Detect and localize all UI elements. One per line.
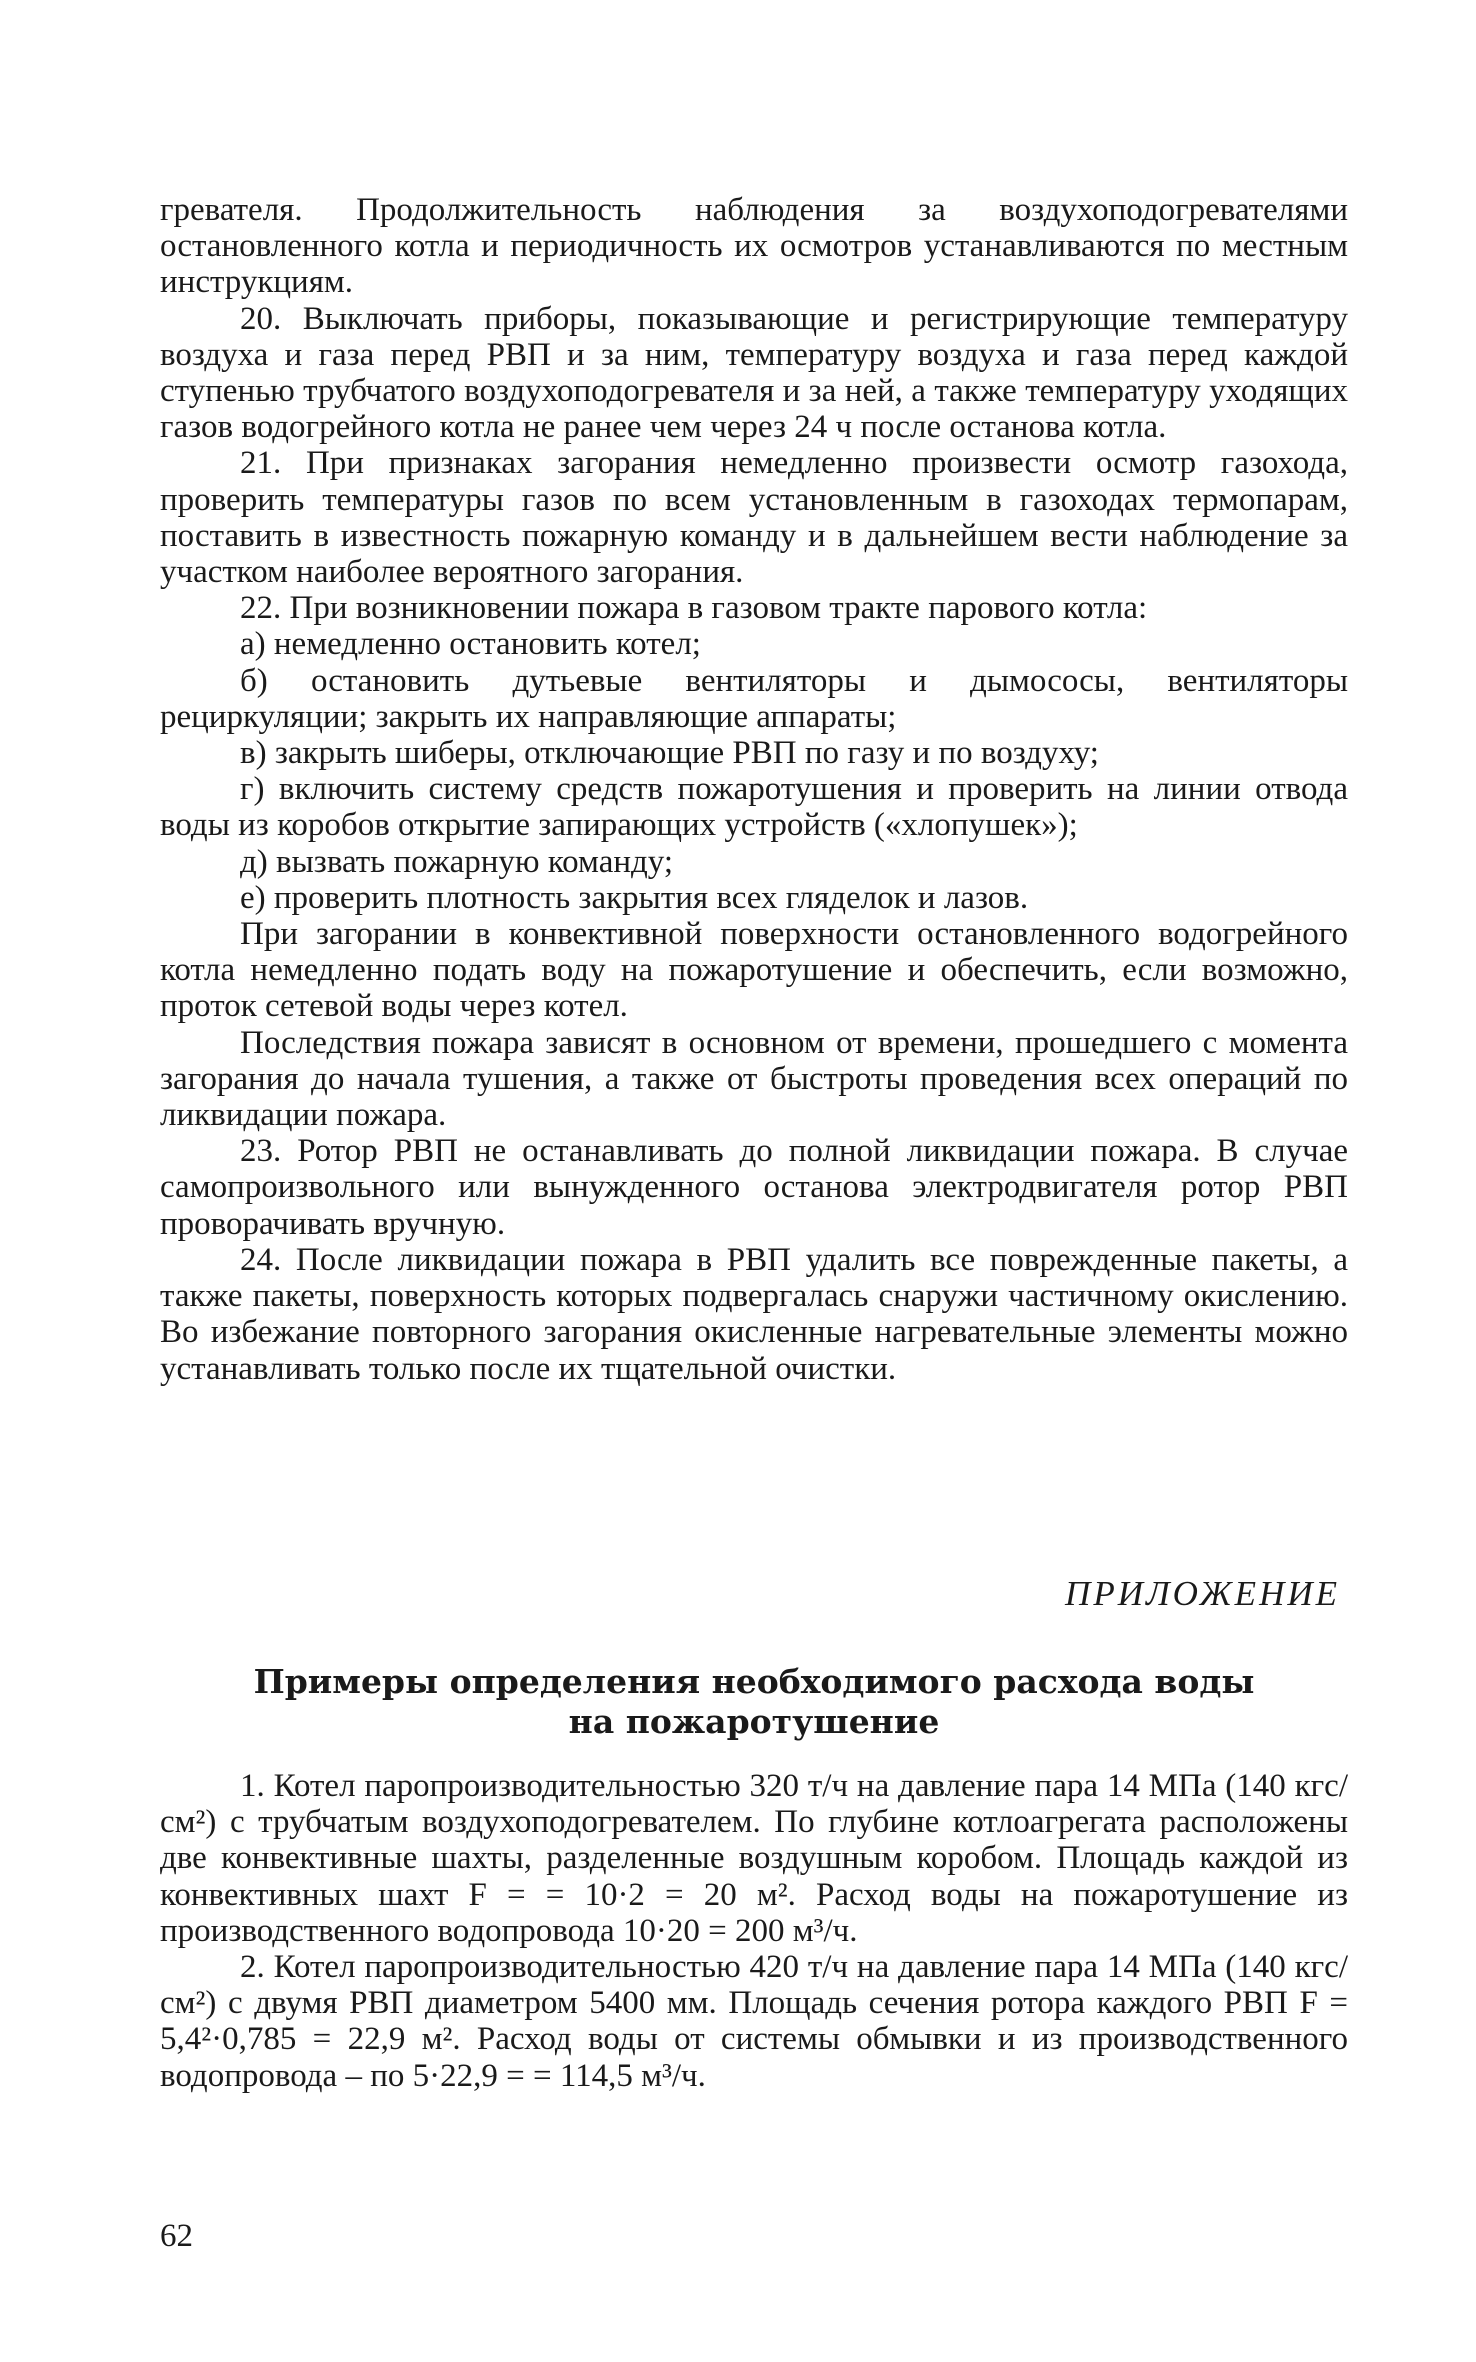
appendix-title-line1: Примеры определения необходимого расхода воды xyxy=(253,1662,1255,1701)
page-number: 62 xyxy=(160,2218,193,2254)
paragraph-item-23: 23. Ротор РВП не останавливать до полной ликвидации пожара. В случае самопроизвольного или вынужденного останова электродвигателя ротор РВП проворачивать вручную. xyxy=(160,1133,1348,1242)
appendix-label: ПРИЛОЖЕНИЕ xyxy=(1065,1574,1340,1613)
subitem-d: д) вызвать пожарную команду; xyxy=(240,843,674,880)
paragraph-item-24: 24. После ликвидации пожара в РВП удалить все поврежденные пакеты, а также пакеты, поверхность которых подвергалась снаружи частичному окислению. Во избежание повторного загорания окисленные нагревательные элементы можно устанавливать только после их тщательной очистки. xyxy=(160,1241,1348,1387)
subitem-a: а) немедленно остановить котел; xyxy=(240,626,701,663)
appendix-example-2: 2. Котел паропроизводительностью 420 т/ч на давление пара 14 МПа (140 кгс/см²) с двумя РВП диаметром 5400 мм. Площадь сечения ротора каждого РВП F = 5,4²·0,785 = 22,9 м². Расход воды от системы обмывки и из производственного водопровода – по 5·22,9 = = 114,5 м³/ч. xyxy=(160,1949,1348,2094)
appendix-title-line2: на пожаротушение xyxy=(568,1702,940,1741)
appendix-body xyxy=(160,1768,1348,2094)
paragraph-water-boiler-fire: При загорании в конвективной поверхности остановленного водогрейного котла немедленно подать воду на пожаротушение и обеспечить, если возможно, проток сетевой воды через котел. xyxy=(160,916,1348,1025)
appendix-title xyxy=(160,1662,1348,1742)
paragraph-fire-consequences: Последствия пожара зависят в основном от времени, прошедшего с момента загорания до начала тушения, а также от быстроты проведения всех операций по ликвидации пожара. xyxy=(160,1024,1348,1134)
subitem-b: б) остановить дутьевые вентиляторы и дымососы, вентиляторы рециркуляции; закрыть их направляющие аппараты; xyxy=(160,662,1348,735)
paragraph-item-20: 20. Выключать приборы, показывающие и регистрирующие температуру воздуха и газа перед РВП и за ним, температуру воздуха и газа перед каждой ступенью трубчатого воздухоподогревателя и за ней, а также температуру уходящих газов водогрейного котла не ранее чем через 24 ч после останова котла. xyxy=(160,300,1348,446)
appendix-example-1: 1. Котел паропроизводительностью 320 т/ч на давление пара 14 МПа (140 кгс/см²) с трубчатым воздухоподогревателем. По глубине котлоагрегата расположены две конвективные шахты, разделенные воздушным коробом. Площадь каждой из конвективных шахт F = = 10·2 = 20 м². Расход воды на пожаротушение из производственного водопровода 10·20 = 200 м³/ч. xyxy=(160,1768,1348,1949)
paragraph-continuation: гревателя. Продолжительность наблюдения за воздухоподогревателями остановленного котла и периодичность их осмотров устанавливаются по местным инструкциям. xyxy=(160,192,1348,301)
subitem-v: в) закрыть шиберы, отключающие РВП по газу и по воздуху; xyxy=(240,735,1099,772)
paragraph-item-21: 21. При признаках загорания немедленно произвести осмотр газохода, проверить температуры газов по всем установленным в газоходах термопарам, поставить в известность пожарную команду и в дальнейшем вести наблюдение за участком наиболее вероятного загорания. xyxy=(160,445,1348,591)
subitem-g: г) включить систему средств пожаротушения и проверить на линии отвода воды из коробов открытие запирающих устройств («хлопушек»); xyxy=(160,771,1348,844)
paragraph-item-22: 22. При возникновении пожара в газовом тракте парового котла: xyxy=(240,590,1148,627)
main-text-body xyxy=(160,192,1348,1387)
subitem-e: е) проверить плотность закрытия всех гляделок и лазов. xyxy=(240,879,1029,916)
